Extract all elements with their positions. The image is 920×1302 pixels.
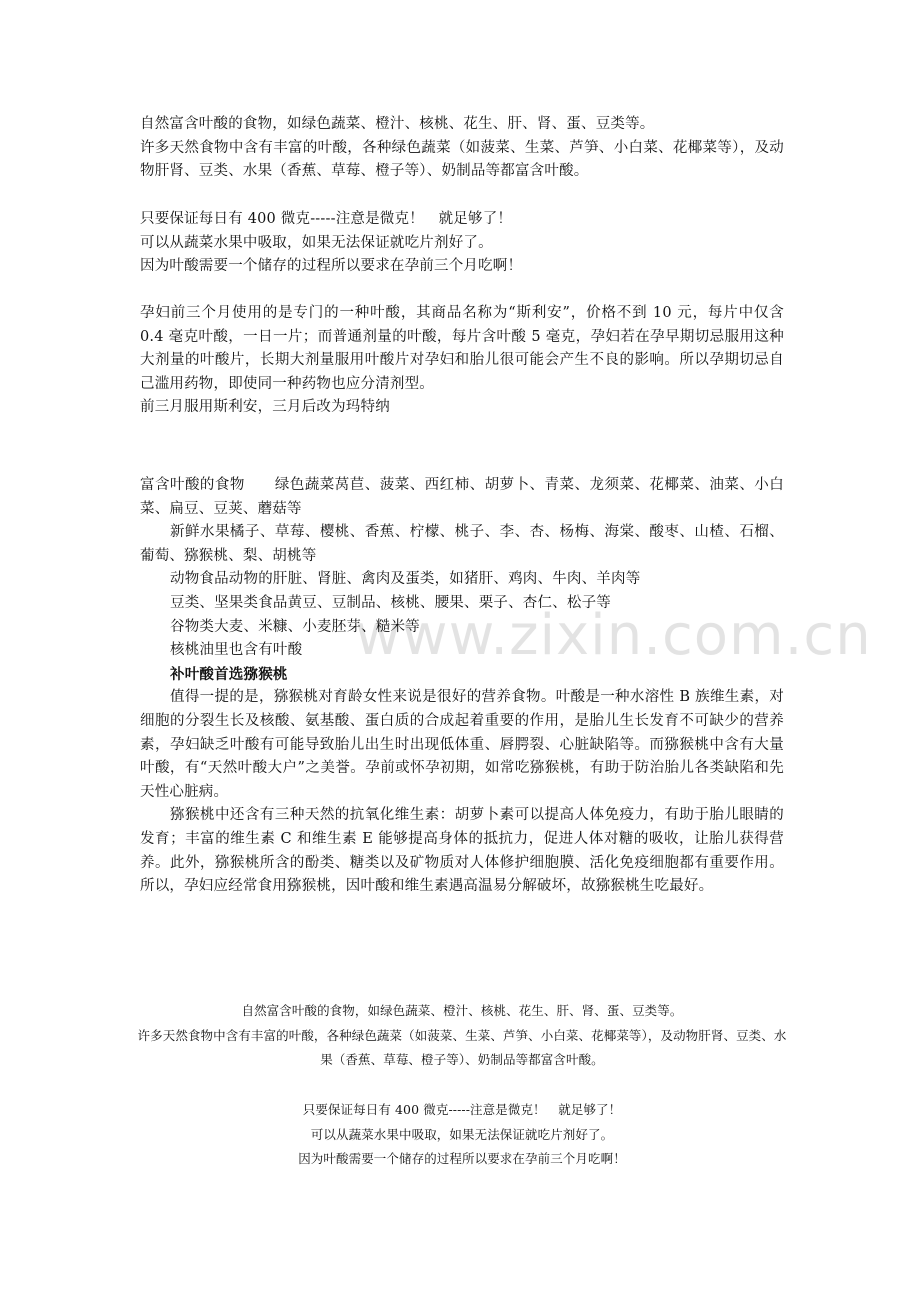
repeated-intro-centered <box>135 999 789 1073</box>
site-watermark: www.zixin.com.cn <box>355 603 872 668</box>
kiwi-paragraph-2: 猕猴桃中还含有三种天然的抗氧化维生素：胡萝卜素可以提高人体免疫力，有助于胎儿眼睛的发育；丰富的维生素 C 和维生素 E 能够提高身体的抵抗力，促进人体对糖的吸收，让胎儿获得营养。此外，猕猴桃所含的酚类、糖类以及矿物质对人体修护细胞膜、活化免疫细胞都有重要作用。所以，孕妇应经常食用猕猴桃，因叶酸和维生素遇高温易分解破坏，故猕猴桃生吃最好。 <box>140 807 784 895</box>
repeated-dose-centered <box>135 1098 789 1172</box>
intro-line: 许多天然食物中含有丰富的叶酸，各种绿色蔬菜（如菠菜、生菜、芦笋、小白菜、花椰菜等），及动物肝肾、豆类、水果（香蕉、草莓、橙子等）、奶制品等都富含叶酸。 <box>140 139 784 180</box>
folate-food-list <box>140 474 784 899</box>
intro-line: 自然富含叶酸的食物，如绿色蔬菜、橙汁、核桃、花生、肝、肾、蛋、豆类等。 <box>140 116 655 132</box>
food-list-animal: 动物食品动物的肝脏、肾脏、禽肉及蛋类，如猪肝、鸡肉、牛肉、羊肉等 <box>170 571 641 588</box>
folate-foods-intro <box>140 113 784 184</box>
dose-line: 因为叶酸需要一个储存的过程所以要求在孕前三个月吃啊！ <box>140 258 523 275</box>
kiwi-heading: 补叶酸首选猕猴桃 <box>170 665 288 683</box>
dosage-paragraph: 孕妇前三个月使用的是专门的一种叶酸，其商品名称为“斯利安”，价格不到 10 元，每片中仅含 0.4 毫克叶酸，一日一片；而普通剂量的叶酸，每片含叶酸 5 毫克，孕妇若在孕早期切忌服用这种大剂量的叶酸片，长期大剂量服用叶酸片对孕妇和胎儿很可能会产生不良的影响。所以孕期切忌自己滥用药物，即使同一种药物也应分清剂型。 <box>140 305 784 392</box>
food-list-walnut-oil: 核桃油里也含有叶酸 <box>170 642 303 659</box>
food-list-grains: 谷物类大麦、米糠、小麦胚芽、糙米等 <box>170 618 420 635</box>
daily-dose-note <box>140 208 784 279</box>
kiwi-paragraph-1: 值得一提的是，猕猴桃对育龄女性来说是很好的营养食物。叶酸是一种水溶性 B 族维生素，对细胞的分裂生长及核酸、氨基酸、蛋白质的合成起着重要的作用，是胎儿生长发育不可缺少的营养素，孕妇缺乏叶酸有可能导致胎儿出生时出现低体重、唇腭裂、心脏缺陷等。而猕猴桃中含有大量叶酸，有“天然叶酸大户”之美誉。孕前或怀孕初期，如常吃猕猴桃，有助于防治胎儿各类缺陷和先天性心脏病。 <box>140 689 784 800</box>
food-list-fruits: 新鲜水果橘子、草莓、樱桃、香蕉、柠檬、桃子、李、杏、杨梅、海棠、酸枣、山楂、石榴、葡萄、猕猴桃、梨、胡桃等 <box>140 524 784 564</box>
dose-line: 可以从蔬菜水果中吸取，如果无法保证就吃片剂好了。 <box>140 234 493 251</box>
centered-line: 自然富含叶酸的食物，如绿色蔬菜、橙汁、核桃、花生、肝、肾、蛋、豆类等。 <box>241 1003 683 1018</box>
centered-line: 因为叶酸需要一个储存的过程所以要求在孕前三个月吃啊！ <box>298 1151 626 1166</box>
dose-line: 只要保证每日有 400 微克-----注意是微克！ 就足够了！ <box>140 211 513 227</box>
centered-line: 可以从蔬菜水果中吸取，如果无法保证就吃片剂好了。 <box>310 1126 614 1142</box>
dosage-paragraph-section <box>140 302 784 420</box>
food-list-beans-nuts: 豆类、坚果类食品黄豆、豆制品、核桃、腰果、栗子、杏仁、松子等 <box>170 594 611 611</box>
centered-line: 许多天然食物中含有丰富的叶酸，各种绿色蔬菜（如菠菜、生菜、芦笋、小白菜、花椰菜等），及动物肝肾、豆类、水果（香蕉、草莓、橙子等）、奶制品等都富含叶酸。 <box>137 1027 787 1067</box>
dosage-summary-line: 前三月服用斯利安，三月后改为玛特纳 <box>140 399 390 416</box>
centered-line: 只要保证每日有 400 微克-----注意是微克！ 就足够了！ <box>302 1102 622 1117</box>
food-list-vegetables: 富含叶酸的食物 绿色蔬菜莴苣、菠菜、西红柿、胡萝卜、青菜、龙须菜、花椰菜、油菜、小白菜、扁豆、豆荚、蘑菇等 <box>140 477 784 517</box>
